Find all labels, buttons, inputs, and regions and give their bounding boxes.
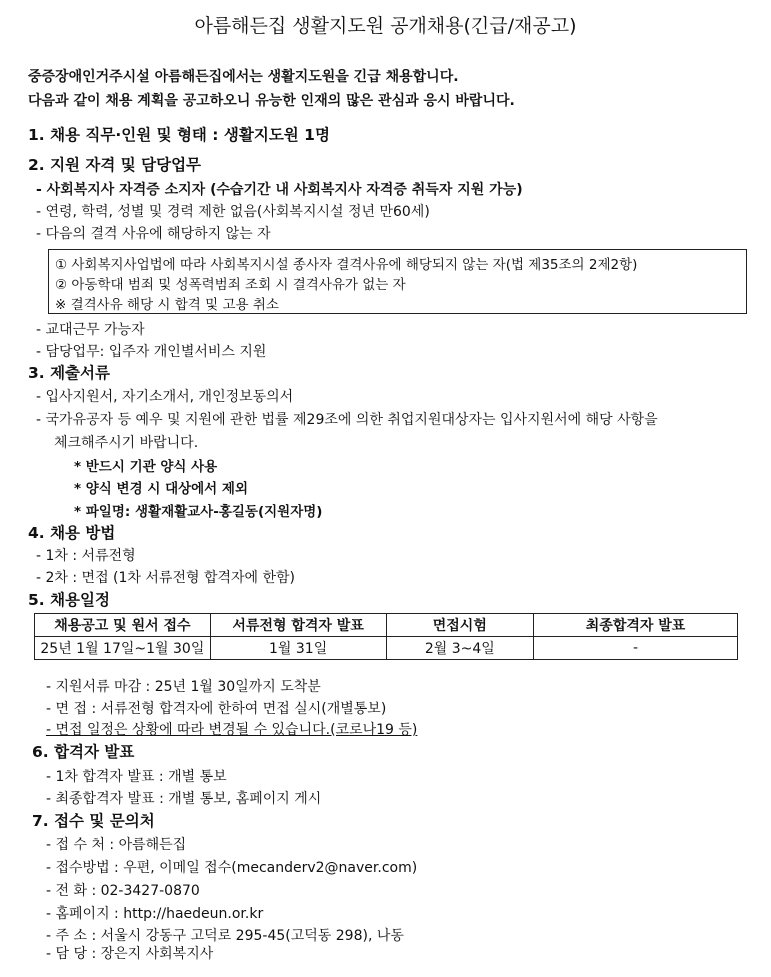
disqualification-item: ① 사회복지사업법에 따라 사회복지시설 종사자 결격사유에 해당되지 않는 자(법 제35조의 2제2항) bbox=[55, 257, 638, 273]
qualification-item: - 교대근무 가능자 bbox=[36, 322, 145, 338]
contact-email: - 접수방법 : 우편, 이메일 접수(mecanderv2@naver.com) bbox=[46, 860, 418, 876]
section-6-heading: 6. 합격자 발표 bbox=[32, 743, 135, 761]
intro-line: 중증장애인거주시설 아름해든집에서는 생활지도원을 긴급 채용합니다. bbox=[28, 69, 459, 85]
announcement-item: - 1차 합격자 발표 : 개별 통보 bbox=[46, 769, 227, 785]
table-row bbox=[35, 637, 738, 660]
table-header-cell: 채용공고 및 원서 접수 bbox=[35, 614, 211, 637]
contact-person: - 담 당 : 장은지 사회복지사 bbox=[46, 946, 214, 962]
table-header-cell: 최종합격자 발표 bbox=[534, 614, 738, 637]
schedule-note: - 면 접 : 서류전형 합격자에 한하여 면접 실시(개별통보) bbox=[46, 701, 387, 717]
table-header-cell: 면접시험 bbox=[386, 614, 534, 637]
contact-item: - 접 수 처 : 아름해든집 bbox=[46, 837, 187, 853]
section-2-heading: 2. 지원 자격 및 담당업무 bbox=[28, 156, 202, 174]
method-item: - 1차 : 서류전형 bbox=[36, 548, 136, 564]
form-note: * 양식 변경 시 대상에서 제외 bbox=[74, 481, 249, 497]
table-cell: - bbox=[534, 637, 738, 660]
schedule-note: - 지원서류 마감 : 25년 1월 30일까지 도착분 bbox=[46, 679, 321, 695]
document-item-continued: 체크해주시기 바랍니다. bbox=[54, 435, 199, 451]
page-title: 아름해든집 생활지도원 공개채용(긴급/재공고) bbox=[194, 15, 577, 37]
contact-address: - 주 소 : 서울시 강동구 고덕로 295-45(고덕동 298), 나동 bbox=[46, 928, 404, 944]
contact-homepage: - 홈페이지 : http://haedeun.or.kr bbox=[46, 906, 264, 922]
contact-phone: - 전 화 : 02-3427-0870 bbox=[46, 883, 200, 899]
duty-item: - 담당업무: 입주자 개인별서비스 지원 bbox=[36, 344, 267, 360]
section-1-heading: 1. 채용 직무·인원 및 형태 : 생활지도원 1명 bbox=[28, 126, 330, 144]
announcement-item: - 최종합격자 발표 : 개별 통보, 홈페이지 게시 bbox=[46, 791, 322, 807]
table-cell: 2월 3~4일 bbox=[386, 637, 534, 660]
form-note: * 파일명: 생활재활교사-홍길동(지원자명) bbox=[74, 504, 323, 520]
section-7-heading: 7. 접수 및 문의처 bbox=[32, 812, 155, 830]
table-header-cell: 서류전형 합격자 발표 bbox=[210, 614, 386, 637]
form-note: * 반드시 기관 양식 사용 bbox=[74, 459, 218, 475]
schedule-note: - 면접 일정은 상황에 따라 변경될 수 있습니다.(코로나19 등) bbox=[46, 722, 418, 738]
table-cell: 25년 1월 17일~1월 30일 bbox=[35, 637, 211, 660]
schedule-table bbox=[34, 613, 738, 660]
section-4-heading: 4. 채용 방법 bbox=[28, 524, 116, 542]
section-5-heading: 5. 채용일정 bbox=[28, 591, 110, 609]
document-item: - 입사지원서, 자기소개서, 개인정보동의서 bbox=[36, 389, 294, 405]
qualification-item: - 다음의 결격 사유에 해당하지 않는 자 bbox=[36, 226, 271, 242]
disqualification-item: ② 아동학대 범죄 및 성폭력범죄 조회 시 결격사유가 없는 자 bbox=[55, 277, 406, 293]
qualification-item: - 사회복지사 자격증 소지자 (수습기간 내 사회복지사 자격증 취득자 지원 가능) bbox=[36, 182, 523, 198]
section-3-heading: 3. 제출서류 bbox=[28, 364, 110, 382]
disqualification-note: ※ 결격사유 해당 시 합격 및 고용 취소 bbox=[55, 297, 279, 313]
qualification-item: - 연령, 학력, 성별 및 경력 제한 없음(사회복지시설 정년 만60세) bbox=[36, 204, 430, 220]
table-header-row bbox=[35, 614, 738, 637]
document-item: - 국가유공자 등 예우 및 지원에 관한 법률 제29조에 의한 취업지원대상자는 입사지원서에 해당 사항을 bbox=[36, 412, 658, 428]
disqualification-box bbox=[48, 249, 747, 314]
intro-line: 다음과 같이 채용 계획을 공고하오니 유능한 인재의 많은 관심과 응시 바랍니다. bbox=[28, 93, 515, 109]
method-item: - 2차 : 면접 (1차 서류전형 합격자에 한함) bbox=[36, 570, 295, 586]
table-cell: 1월 31일 bbox=[210, 637, 386, 660]
